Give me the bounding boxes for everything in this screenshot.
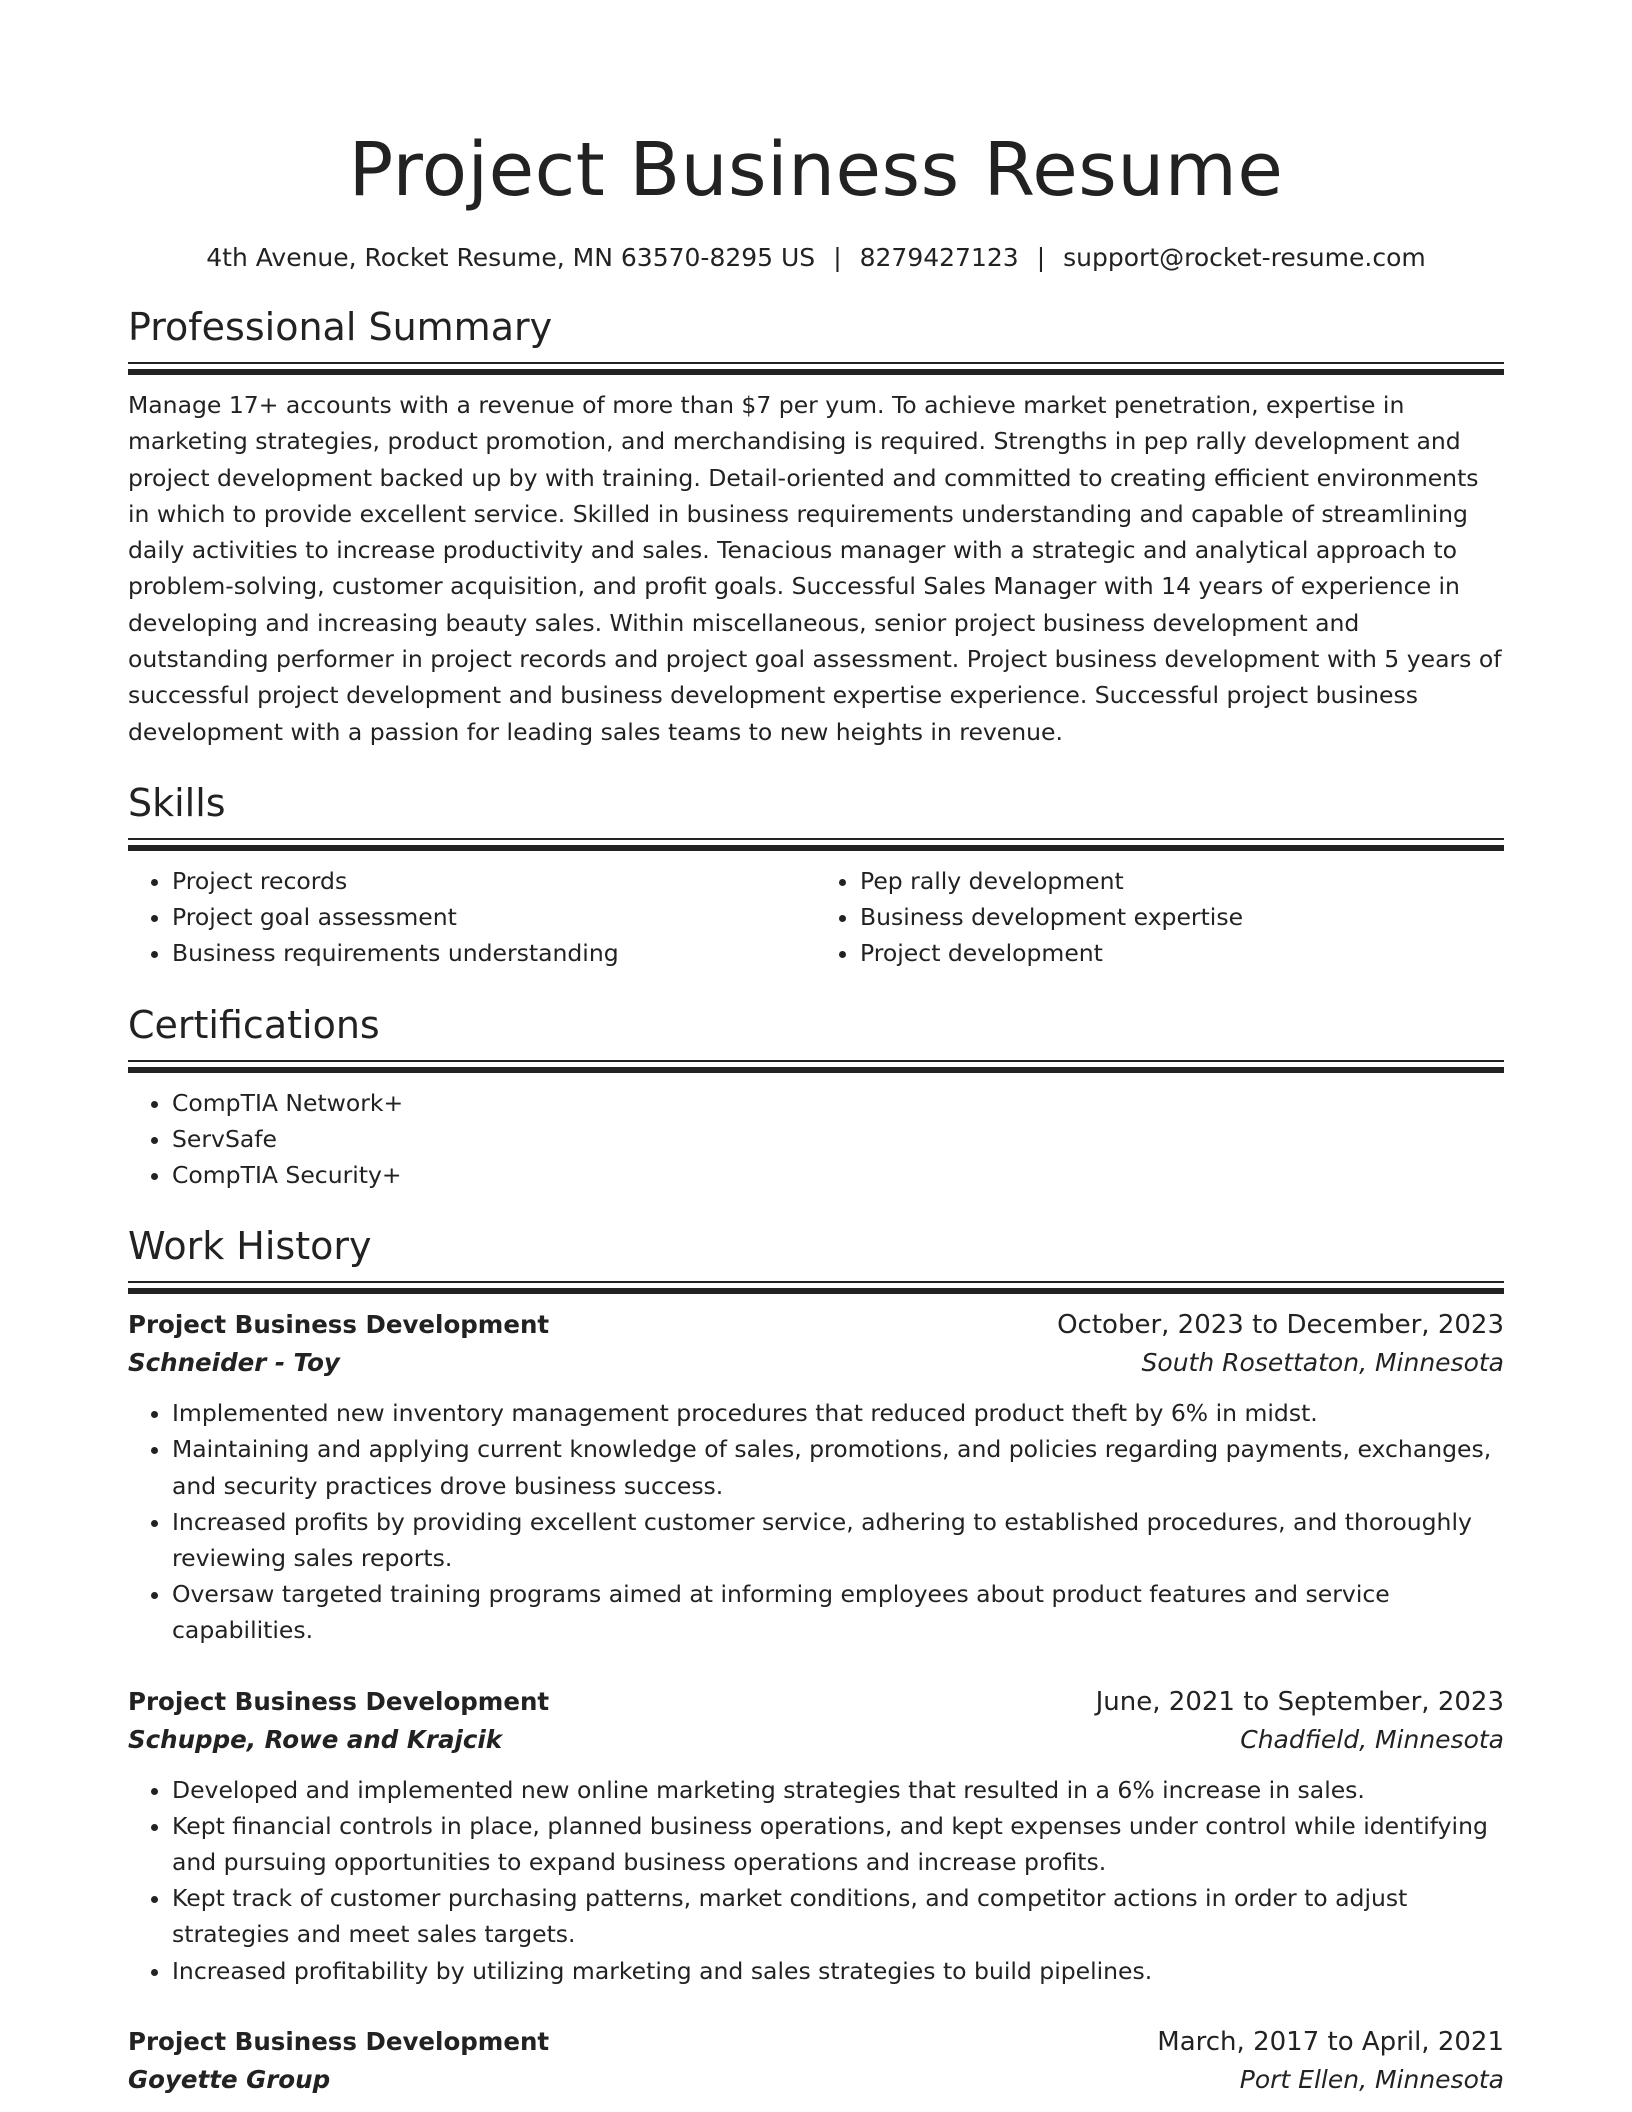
skill-item: • Pep rally development [860,863,1504,899]
contact-separator: | [1036,243,1046,272]
job-entry [128,1306,1504,1648]
skill-item: • Project records [172,863,816,899]
skill-item: • Project goal assessment [172,899,816,935]
job-bullet: • Increased profits by providing excellent customer service, adhering to established procedures, and thoroughly reviewing sales reports. [172,1504,1504,1576]
job-location: South Rosettaton, Minnesota [1141,1348,1504,1378]
job-company-row [128,1344,1504,1382]
work-history-section [128,1219,1504,2099]
contact-line [128,240,1504,276]
job-bullet: • Maintaining and applying current knowledge of sales, promotions, and policies regarding payments, exchanges, and security practices drove business success. [172,1431,1504,1503]
summary-text: Manage 17+ accounts with a revenue of more than $7 per yum. To achieve market penetration, expertise in marketing strategies, product promotion, and merchandising is required. Strengths in pep rally development and project development backed up by with training. Detail-oriented and committed to creating efficient environments in which to provide excellent service. Skilled in business requirements understanding and capable of streamlining daily activities to increase productivity and sales. Tenacious manager with a strategic and analytical approach to problem-solving, customer acquisition, and profit goals. Successful Sales Manager with 14 years of experience in developing and increasing beauty sales. Within miscellaneous, senior project business development and outstanding performer in project records and project goal assessment. Project business development with 5 years of successful project development and business development expertise experience. Successful project business development with a passion for leading sales teams to new heights in revenue. [128,391,1502,746]
job-location: Chadfield, Minnesota [1240,1724,1504,1754]
job-bullet: • Implemented new inventory management procedures that reduced product theft by 6% in midst. [172,1395,1504,1431]
contact-email: support@rocket-resume.com [1063,243,1426,272]
skill-item: • Business requirements understanding [172,935,816,971]
job-company: Schneider - Toy [128,1348,340,1378]
job-title: Project Business Development [128,1686,550,1716]
job-bullet: • Developed and implemented new online marketing strategies that resulted in a 6% increase in sales. [172,1772,1504,1808]
skills-section [128,776,1504,972]
certification-item: • CompTIA Security+ [172,1157,1504,1193]
skills-grid [128,863,1504,972]
job-bullet: • Kept track of customer purchasing patterns, market conditions, and competitor actions in order to adjust strategies and meet sales targets. [172,1880,1504,1952]
section-divider [128,838,1504,851]
certification-item: • ServSafe [172,1121,1504,1157]
certification-item: • CompTIA Network+ [172,1085,1504,1121]
job-entry [128,1683,1504,1989]
job-bullets [128,1395,1504,1648]
section-divider [128,1060,1504,1073]
resume-title: Project Business Resume [348,127,1284,213]
job-entry [128,2023,1504,2099]
work-history-heading: Work History [128,1224,372,1269]
job-company: Goyette Group [128,2064,331,2094]
job-bullets [128,1772,1504,1989]
contact-separator: | [833,243,842,272]
section-divider [128,362,1504,375]
contact-address: 4th Avenue, Rocket Resume, MN 63570-8295 US [206,243,816,272]
skills-heading: Skills [128,780,226,825]
skill-item: • Project development [860,935,1504,971]
job-dates: October, 2023 to December, 2023 [1057,1310,1504,1341]
certifications-heading: Certifications [128,1002,380,1047]
job-header-row [128,2023,1504,2061]
job-company-row [128,1721,1504,1759]
job-bullet: • Oversaw targeted training programs aimed at informing employees about product features and service capabilities. [172,1576,1504,1648]
skills-list-left [128,863,816,972]
skills-list-right [816,863,1504,972]
job-company-row [128,2061,1504,2099]
section-divider [128,1281,1504,1294]
job-bullet: • Kept financial controls in place, planned business operations, and kept expenses under control while identifying and pursuing opportunities to expand business operations and increase profits. [172,1808,1504,1880]
summary-heading: Professional Summary [128,305,553,349]
job-title: Project Business Development [128,2026,550,2056]
skill-item: • Business development expertise [860,899,1504,935]
certifications-list [128,1085,1504,1194]
job-header-row [128,1683,1504,1721]
job-company: Schuppe, Rowe and Krajcik [128,1724,503,1754]
job-dates: March, 2017 to April, 2021 [1157,2026,1504,2057]
job-bullet: • Increased profitability by utilizing marketing and sales strategies to build pipelines. [172,1953,1504,1989]
contact-phone: 8279427123 [859,243,1019,272]
certifications-section [128,998,1504,1194]
job-location: Port Ellen, Minnesota [1239,2064,1504,2094]
job-title: Project Business Development [128,1310,550,1340]
summary-section [128,300,1504,750]
job-header-row [128,1306,1504,1344]
job-dates: June, 2021 to September, 2023 [1095,1686,1504,1717]
